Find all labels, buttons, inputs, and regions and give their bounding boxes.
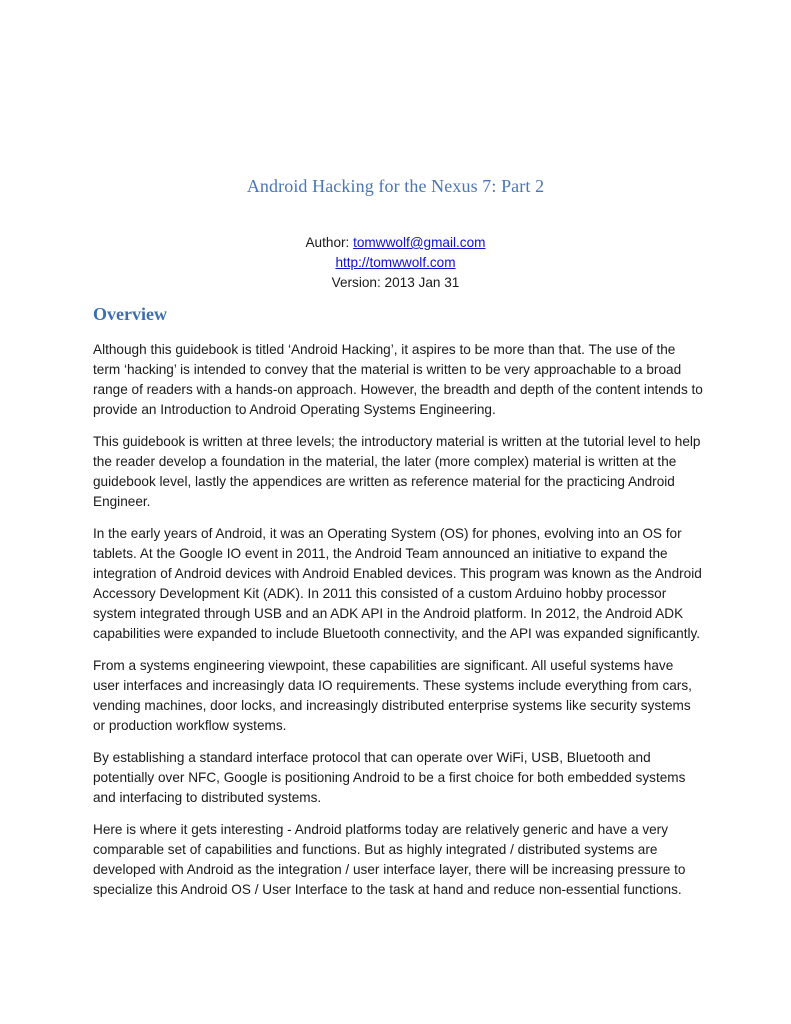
overview-heading: Overview <box>93 304 167 324</box>
website-link[interactable]: http://tomwwolf.com <box>335 255 456 270</box>
paragraph: Although this guidebook is titled ‘Android Hacking’, it aspires to be more than that. The use of the term ‘hacking’ is intended to convey that the material is written to be very approachable to a broad range of readers with a hands-on approach. However, the breadth and depth of the content intends to provide an Introduction to Android Operating Systems Engineering. <box>93 342 703 417</box>
author-block <box>0 233 791 293</box>
version-line: Version: 2013 Jan 31 <box>331 275 460 290</box>
paragraph: In the early years of Android, it was an Operating System (OS) for phones, evolving into an OS for tablets. At the Google IO event in 2011, the Android Team announced an initiative to expand the integration of Android devices with Android Enabled devices. This program was known as the Android Accessory Development Kit (ADK). In 2011 this consisted of a custom Arduino hobby processor system integrated through USB and an ADK API in the Android platform. In 2012, the Android ADK capabilities were expanded to include Bluetooth connectivity, and the API was expanded significantly. <box>93 526 702 641</box>
website-line <box>0 253 791 273</box>
overview-body <box>93 340 703 912</box>
paragraph: Here is where it gets interesting - Android platforms today are relatively generic and have a very comparable set of capabilities and functions. But as highly integrated / distributed systems are developed with Android as the integration / user interface layer, there will be increasing pressure to specialize this Android OS / User Interface to the task at hand and reduce non-essential functions. <box>93 822 686 897</box>
paragraph: This guidebook is written at three levels; the introductory material is written at the tutorial level to help the reader develop a foundation in the material, the later (more complex) material is written at the guidebook level, lastly the appendices are written as reference material for the practicing Android Engineer. <box>93 434 701 509</box>
author-line <box>0 233 791 253</box>
paragraph: By establishing a standard interface protocol that can operate over WiFi, USB, Bluetooth and potentially over NFC, Google is positioning Android to be a first choice for both embedded systems and interfacing to distributed systems. <box>93 750 686 805</box>
author-email-link[interactable]: tomwwolf@gmail.com <box>353 235 486 250</box>
author-label: Author: <box>305 235 350 250</box>
paragraph: From a systems engineering viewpoint, these capabilities are significant. All useful systems have user interfaces and increasingly data IO requirements. These systems include everything from cars, vending machines, door locks, and increasingly distributed enterprise systems like security systems or production workflow systems. <box>93 658 692 733</box>
document-title: Android Hacking for the Nexus 7: Part 2 <box>246 176 545 196</box>
